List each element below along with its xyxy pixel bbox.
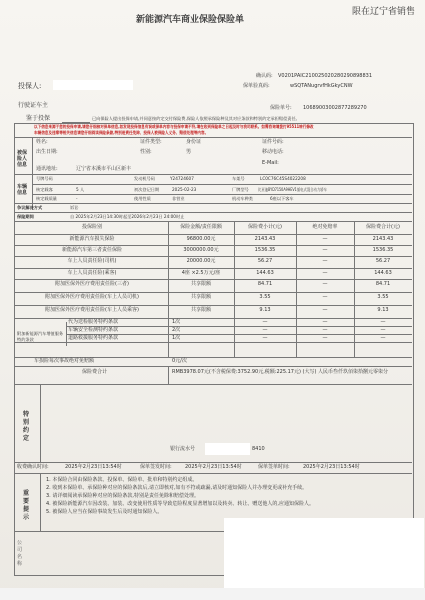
intro-heading: 鉴于投保	[26, 115, 51, 122]
id-no-label: 证件号码:	[262, 139, 284, 145]
coverage-total: 144.63	[374, 269, 392, 276]
receipt-label: 收费确认时间:	[17, 464, 49, 470]
coverage-name: 附加医保外医疗费用责任险(三者)	[55, 280, 129, 287]
coverage-total: 56.27	[375, 258, 391, 265]
issue2-label: 保单签单时间:	[258, 464, 290, 470]
coverage-name: 附加医保外医疗费用责任险(车上人员司机)	[45, 293, 139, 300]
service-deduct: —	[322, 318, 328, 325]
service-amount: 1次	[172, 334, 181, 341]
note-item: 2. 收到本保险单、承保险种对应的保险条款后,请立即核对,如有不符或疏漏,请及时通知保险人并办理变更或补充手续。	[46, 485, 308, 491]
bottom-edge	[0, 588, 425, 600]
coverage-deduct: —	[322, 258, 328, 265]
bank-label: 银行流水号	[170, 446, 196, 452]
coverage-amount: 4座 ×2.5万元/座	[181, 269, 221, 276]
card-label: 行驶证车主	[18, 102, 49, 109]
seats-label: 核定载客	[36, 187, 53, 192]
document-title: 新能源汽车商业保险保险单	[136, 15, 245, 25]
note-item: 3. 请详细阅读承保险种对应的保险条款,特别是责任免除和赔偿处理。	[46, 493, 199, 499]
note-item: 1. 本保险合同由保险条款、投保单、保险单、批单和特别约定组成。	[46, 477, 198, 483]
invoice-code-label: 确认码:	[256, 73, 273, 79]
insured-name-label: 姓名:	[36, 139, 48, 145]
coverage-premium: 1536.35	[254, 247, 276, 254]
coverage-header-cell: 保险费小计(元)	[248, 224, 282, 230]
id-type: 身份证	[186, 139, 202, 145]
coverage-amount: 共享限额	[190, 280, 211, 287]
type: 6座以下客车	[270, 196, 294, 201]
service-premium: —	[262, 318, 268, 325]
coverage-premium: 3.55	[259, 293, 271, 300]
coverage-header-cell: 保险费合计(元)	[366, 224, 400, 230]
mass: -	[76, 196, 78, 201]
vin: LC0C76C45S4022208	[260, 176, 306, 181]
insured-label: 投保人:	[18, 82, 42, 90]
coverage-name: 车上人员责任险(乘客)	[67, 269, 117, 276]
proof-label: 保单验真码:	[243, 83, 270, 89]
deduct-row-label: 车损险每次事故绝对免赔额	[34, 358, 95, 364]
gender-label: 性别:	[140, 149, 152, 155]
vehicle-section-label: 车辆信息	[17, 184, 28, 196]
seats: 5 人	[76, 187, 85, 192]
coverage-deduct: —	[322, 269, 328, 276]
coverage-deduct: —	[322, 293, 328, 300]
coverage-header-cell: 保险金额/责任限额	[180, 224, 222, 230]
model-label: 厂牌型号	[232, 187, 249, 192]
usage: 非营业	[172, 196, 185, 201]
region-note: 限在辽宁省销售	[351, 7, 415, 17]
notice-text-2: 车辆信息及违章等相关信息请您仔细阅读保险条款,特别是责任免除、投保人被保险人义务、赔偿处理等内容。	[34, 130, 209, 135]
coverage-name: 附加医保外医疗费用责任险(车上人员乘客)	[45, 306, 139, 313]
coverage-header-cell: 绝对免赔率	[312, 224, 338, 230]
coverage-total: 9.13	[377, 306, 389, 313]
receipt: 2025年2月23日13:54时	[65, 464, 122, 470]
coverage-header-cell: 投保险别	[81, 224, 102, 230]
service-group-label: 附加新能源汽车增值服务特约条款	[17, 331, 64, 342]
engine: Y24724607	[170, 176, 194, 181]
note-item: 4. 被保险新能源汽车因改装、加装、改变使用性质等导致危险程度显著增加以及转卖、转让、赠送他人的,应通知保险人。	[46, 501, 314, 507]
coverage-name: 车上人员责任险(司机)	[67, 258, 117, 265]
gender: 男	[186, 149, 192, 155]
coverage-total: 2143.43	[372, 236, 394, 242]
issue2: 2025年2月23日13:54时	[303, 464, 360, 470]
service-name: 代为送检服务特约条款	[68, 318, 119, 325]
model: 比亚迪BYD7150A9HEV1插电式混合动力轿车	[258, 187, 327, 192]
bank-value: 8410	[252, 446, 265, 452]
vin-label: 车架号	[232, 176, 245, 181]
email-label: E-Mail:	[262, 160, 279, 166]
coverage-amount: 共享限额	[190, 293, 211, 300]
coverage-premium: 56.27	[257, 258, 273, 265]
premium-total-label: 保险费合计	[82, 369, 108, 375]
dispute: 诉讼	[70, 205, 79, 210]
service-premium: —	[262, 326, 268, 333]
coverage-premium: 9.13	[259, 306, 271, 313]
coverage-premium: 84.71	[257, 280, 273, 287]
issue-label: 保单签发时间:	[140, 464, 172, 470]
redaction-insured	[53, 80, 133, 90]
policy-no-label: 保险单号:	[270, 105, 292, 111]
usage-label: 使用性质	[134, 196, 151, 201]
mass-label: 核定载质量	[36, 196, 57, 201]
coverage-amount: 3000000.00元	[183, 247, 219, 254]
phone-label: 移动电话:	[262, 149, 284, 155]
service-total: —	[380, 334, 386, 341]
service-total: —	[380, 326, 386, 333]
service-deduct: —	[322, 326, 328, 333]
footer-company-label: 公司名称	[17, 540, 23, 567]
plate-label: 号牌号码	[36, 176, 53, 181]
coverage-amount: 96800.00元	[186, 236, 216, 242]
period-label: 保险期间	[17, 214, 34, 219]
premium-total: RMB3978.07元(不含税保费:3752.90元,税额:225.17元) (大写) 人民币叁仟玖佰柒拾捌元零柒分	[172, 369, 389, 375]
redaction-bank	[205, 443, 250, 455]
service-deduct: —	[322, 334, 328, 341]
address: 辽宁省本溪市平山区新丰	[76, 166, 132, 172]
service-name: 车辆安全检测特约条款	[68, 326, 119, 333]
note-item: 5. 被保险人应当在保险事故发生后及时通知保险人。	[46, 509, 163, 515]
coverage-deduct: —	[322, 247, 328, 254]
service-total: —	[380, 318, 386, 325]
type-label: 机动车种类	[232, 196, 253, 201]
service-amount: 1次	[172, 318, 181, 325]
service-premium: —	[262, 334, 268, 341]
coverage-premium: 2143.43	[254, 236, 276, 242]
reg-label: 初次登记日期	[134, 187, 160, 192]
engine-label: 发动机号码	[134, 176, 155, 181]
coverage-deduct: —	[322, 236, 328, 242]
policy-no: 10689003002877289270	[303, 105, 367, 111]
coverage-name: 新能源汽车第三者责任保险	[61, 247, 122, 254]
insured-section-label: 被保险人信息	[17, 150, 28, 168]
reg-date: 2025-02-23	[172, 187, 197, 192]
notes-label: 重要提示	[23, 490, 30, 521]
invoice-code: V0201PAIC210025020280290898831	[278, 73, 373, 79]
service-amount: 2次	[172, 326, 181, 333]
coverage-total: 3.55	[377, 293, 389, 300]
deduct-row-value: 0元/次	[172, 358, 187, 364]
coverage-total: 84.71	[375, 280, 391, 287]
coverage-premium: 144.63	[256, 269, 274, 276]
issue: 2025年2月23日13:54时	[185, 464, 242, 470]
dispute-label: 争议解决方式	[17, 205, 43, 210]
coverage-amount: 20000.00元	[186, 258, 216, 265]
coverage-amount: 共享限额	[190, 306, 211, 313]
special-label: 特别约定	[23, 411, 30, 442]
service-name: 道路救援服务特约条款	[68, 334, 119, 341]
birth-label: 出生日期:	[36, 149, 58, 155]
intro-text: 已向保险人提出投保申请,并同意按约定交付保险费,保险人依照承保险种及其对应条款和特别约定承担赔偿责任。	[92, 116, 300, 121]
address-label: 通讯地址:	[36, 166, 58, 172]
notice-text: 以下信息来源于您的投保申请,请您仔细核对保单信息,如发现投保信息有误或保单内容与投保申请不符,请在收到保险单之日起及时与我司联系。如需咨询请拨打95511转行修改	[34, 124, 314, 129]
coverage-name: 新能源汽车损失保险	[69, 236, 115, 242]
id-type-label: 证件类型:	[140, 139, 162, 145]
coverage-deduct: —	[322, 306, 328, 313]
coverage-deduct: —	[322, 280, 328, 287]
proof-code: wSQTANugrvfHkGkyCNW	[290, 83, 353, 89]
coverage-total: 1536.35	[372, 247, 394, 254]
period-value: 自 2025年2月23日14:30时起至2026年2月23日 24:00时止	[70, 214, 185, 219]
